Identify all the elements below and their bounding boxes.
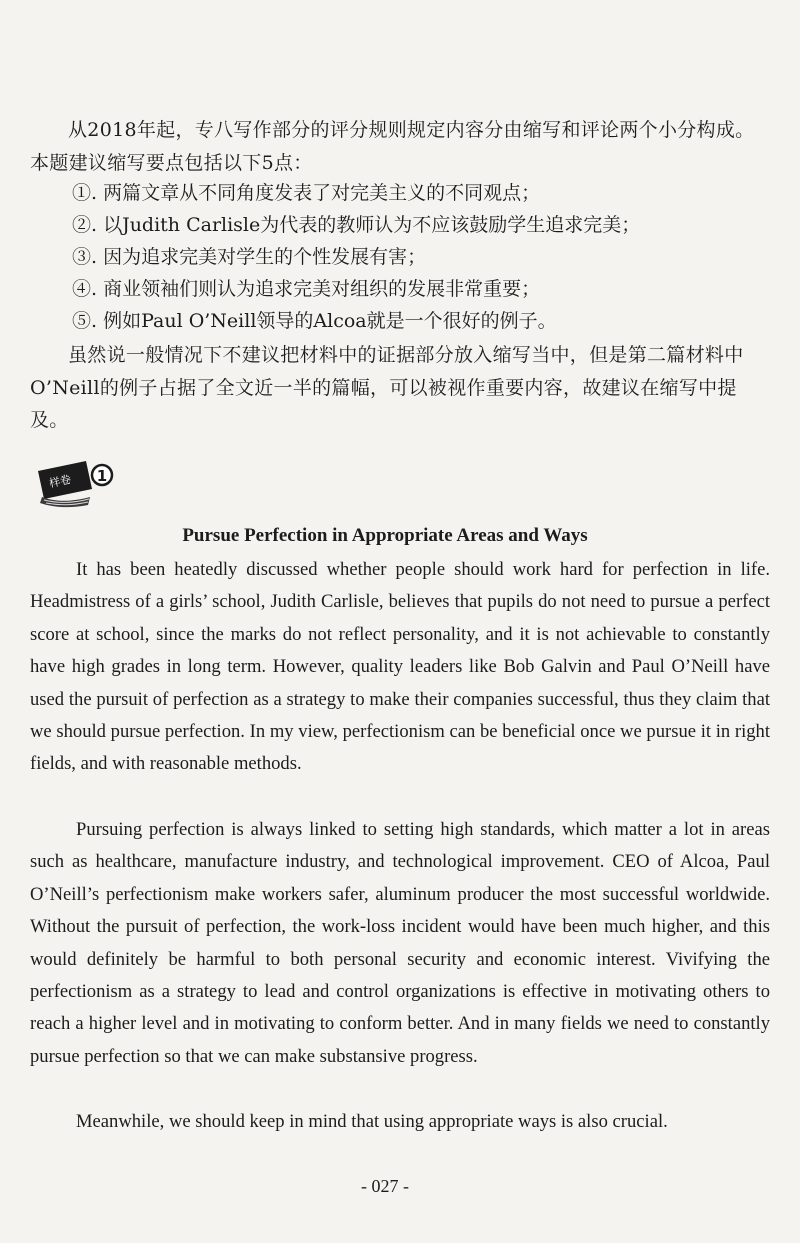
summary-point-3: ③. 因为追求完美对学生的个性发展有害； [72,246,427,268]
sample-label: 样卷 [47,472,73,491]
intro-paragraph-1: 从2018年起，专八写作部分的评分规则规定内容分由缩写和评论两个小分构成。本题建议缩写要点包括以下5点： [30,119,755,174]
essay-title: Pursue Perfection in Appropriate Areas and Ways [182,525,588,546]
intro-paragraph-2: 虽然说一般情况下不建议把材料中的证据部分放入缩写当中，但是第二篇材料中O’Neill的例子占据了全文近一半的篇幅，可以被视作重要内容，故建议在缩写中提及。 [30,344,744,431]
summary-point-4: ④. 商业领袖们则认为追求完美对组织的发展非常重要； [72,278,541,300]
summary-point-5: ⑤. 例如Paul O’Neill领导的Alcoa就是一个很好的例子。 [72,310,557,332]
sample-number: 1 [96,467,108,485]
page-number: - 027 - [361,1176,409,1196]
essay-paragraph-3: Meanwhile, we should keep in mind that using appropriate ways is also crucial. [76,1111,668,1132]
sample-essay-badge [34,457,114,509]
essay-paragraph-2: Pursuing perfection is always linked to setting high standards, which matter a lot in areas such as healthcare, manufacture industry, and technological improvement. CEO of Alcoa, Paul O’Neill’s perfectionism make workers safer, aluminum producer the most successful worldwide. Without the pursuit of perfection, the work-loss incident would have been much higher, and this would definitely be harmful to both personal security and economic interest. Vivifying the perfectionism as a strategy to lead and control organizations is effective in motivating others to reach a higher level and in motivating to conform better. And in many fields we need to constantly pursue perfection so that we can make substansive progress. [30,819,770,1067]
essay-paragraph-1: It has been heatedly discussed whether people should work hard for perfection in life. Headmistress of a girls’ school, Judith Carlisle, believes that pupils do not need to pursue a perfect score at school, since the marks do not reflect personality, and it is not achievable to constantly have high grades in long term. However, quality leaders like Bob Galvin and Paul O’Neill have used the pursuit of perfection as a strategy to make their companies successful, thus they claim that we should pursue perfection. In my view, perfectionism can be beneficial once we pursue it in right fields, and with reasonable methods. [30,559,770,775]
summary-point-1: ①. 两篇文章从不同角度发表了对完美主义的不同观点； [72,182,541,204]
summary-point-2: ②. 以Judith Carlisle为代表的教师认为不应该鼓励学生追求完美； [72,214,641,236]
